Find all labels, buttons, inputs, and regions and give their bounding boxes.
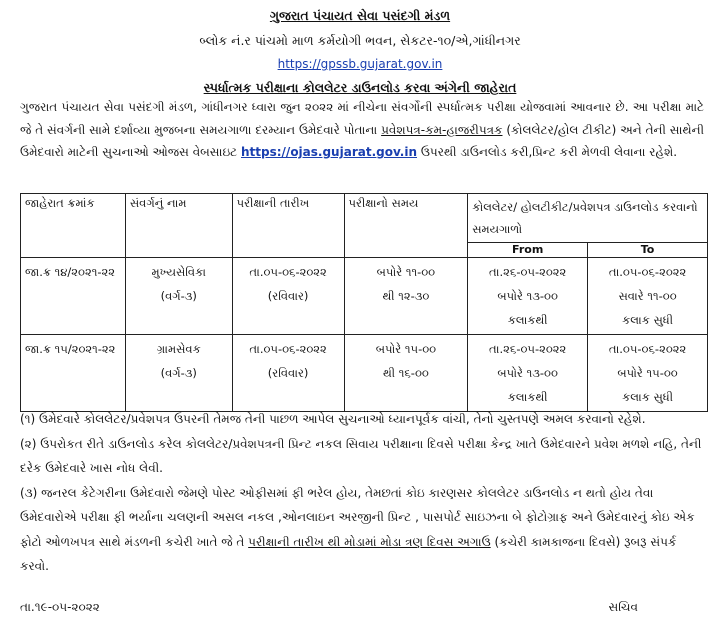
- row1-exam-date: તા.૦૫-૦૬-૨૦૨૨ (રવિવાર): [232, 258, 344, 335]
- ojas-link[interactable]: https://ojas.gujarat.gov.in: [241, 145, 418, 159]
- header-exam-time: પરીક્ષાનો સમય: [344, 194, 468, 258]
- row2-exam-time: બપોરે ૧૫-૦૦ થી ૧૬-૦૦: [344, 335, 468, 412]
- exam-schedule-table: [20, 193, 708, 412]
- row2-from: તા.૨૬-૦૫-૨૦૨૨ બપોરે ૧૩-૦૦ કલાકથી: [468, 335, 588, 412]
- row1-to: તા.૦૫-૦૬-૨૦૨૨ સવારે ૧૧-૦૦ કલાક સુધી: [588, 258, 708, 335]
- row1-exam-time: બપોરે ૧૧-૦૦ થી ૧૨-૩૦: [344, 258, 468, 335]
- website-link[interactable]: https://gpssb.gujarat.gov.in: [277, 57, 443, 71]
- row2-advt-no: જા.ક્ર ૧૫/૨૦૨૧-૨૨: [21, 335, 126, 412]
- table-row: [21, 335, 708, 412]
- intro-text-2: (કોલલેટર/હોલ ટીકીટ) અને તેની સાથેની ઉમેદવારો માટેની સુચનાઓ ઓજસ વેબસાઇટ: [20, 122, 704, 159]
- intro-text-3: ઉપરથી ડાઉનલોડ કરી,પ્રિન્ટ કરી મેળવી લેવાના રહેશે.: [417, 145, 678, 159]
- intro-text-1: ગુજરાત પંચાયત સેવા પસંદગી મંડળ, ગાંધીનગર ધ્વારા જુન ૨૦૨૨ માં નીચેના સંવર્ગોની સ્પર્ધાત્મક પરીક્ષા યોજવામાં આવનાર છે. આ પરીક્ષા માટે જે તે સંવર્ગની સામે દર્શાવ્યા મુજબના સમયગાળા દરમ્યાન ઉમેદવારે પોતાના: [20, 100, 704, 137]
- header-download-period: કોલલેટર/ હોલટીકીટ/પ્રવેશપત્ર ડાઉનલોડ કરવાનો સમયગાળો: [468, 194, 708, 243]
- note-2: (૨) ઉપરોકત રીતે ડાઉનલોડ કરેલ કોલલેટર/પ્રવેશપત્રની પ્રિન્ટ નકલ સિવાય પરીક્ષાના દિવસે પરીક્ષા કેન્દ્ર ખાતે ઉમેદવારને પ્રવેશ મળશે નહિ, તેની દરેક ઉમેદવારે ખાસ નોધ લેવી.: [20, 436, 702, 475]
- footer: [20, 600, 708, 615]
- notice-subject: સ્પર્ધાત્મક પરીક્ષાના કોલલેટર ડાઉનલોડ કરવા અંગેની જાહેરાત: [203, 80, 517, 95]
- row1-from: તા.૨૬-૦૫-૨૦૨૨ બપોરે ૧૩-૦૦ કલાકથી: [468, 258, 588, 335]
- signatory: સચિવ: [608, 600, 638, 614]
- note-3: (૩) જનરલ કેટેગરીના ઉમેદવારો જેમણે પોસ્ટ ઓફીસમાં ફી ભરેલ હોય, તેમછતાં કોઇ કારણસર કોલલેટર ડાઉનલોડ ન થતો હોય તેવા ઉમેદવારોએ પરીક્ષા ફી ભર્યાના ચલણની અસલ નકલ ,ઓનલાઇન અરજીની પ્રિન્ટ , પાસપોર્ટ સાઇઝના બે ફોટોગ્રાફ અને ઉમેદવારનું કોઇ એક ફોટો ઓળખપત્ર સાથે મંડળની કચેરી ખાતે જે તે પરીક્ષાની તારીખ થી મોડામાં મોડા ત્રણ દિવસ અગાઉ (કચેરી કામકાજના દિવસે) રૂબરૂ સંપર્ક કરવો.: [20, 485, 695, 573]
- org-title: ગુજરાત પંચાયત સેવા પસંદગી મંડળ: [269, 8, 451, 23]
- row2-exam-date: તા.૦૫-૦૬-૨૦૨૨ (રવિવાર): [232, 335, 344, 412]
- note-1: (૧) ઉમેદવારે કોલલેટર/પ્રવેશપત્ર ઉપરની તેમજ તેની પાછળ આપેલ સુચનાઓ ધ્યાનપૂર્વક વાંચી, તેનો ચુસ્તપણે અમલ કરવાનો રહેશે.: [20, 412, 646, 426]
- org-address: બ્લોક નં.ર પાંચમો માળ કર્મયોગી ભવન, સેકટર-૧૦/એ,ગાંધીનગર: [199, 33, 521, 48]
- row2-cadre: ગ્રામસેવક (વર્ગ-૩): [125, 335, 232, 412]
- note-3-underlined: પરીક્ષાની તારીખ થી મોડામાં મોડા ત્રણ દિવસ અગાઉ: [248, 534, 491, 549]
- notes-section: [20, 407, 708, 579]
- intro-underlined: પ્રવેશપત્ર-કમ-હાજરીપત્રક: [381, 122, 503, 137]
- header-advt-no: જાહેરાત ક્રમાંક: [21, 194, 126, 258]
- header-to: To: [588, 243, 708, 258]
- row2-to: તા.૦૫-૦૬-૨૦૨૨ બપોરે ૧૫-૦૦ કલાક સુધી: [588, 335, 708, 412]
- table-row: [21, 258, 708, 335]
- issue-date: તા.૧૯-૦૫-૨૦૨૨: [20, 600, 100, 614]
- header-cadre: સંવર્ગનું નામ: [125, 194, 232, 258]
- header-from: From: [468, 243, 588, 258]
- header-exam-date: પરીક્ષાની તારીખ: [232, 194, 344, 258]
- row1-advt-no: જા.ક્ર ૧૪/૨૦૨૧-૨૨: [21, 258, 126, 335]
- row1-cadre: મુખ્યસેવિકા (વર્ગ-૩): [125, 258, 232, 335]
- intro-paragraph: [20, 96, 704, 164]
